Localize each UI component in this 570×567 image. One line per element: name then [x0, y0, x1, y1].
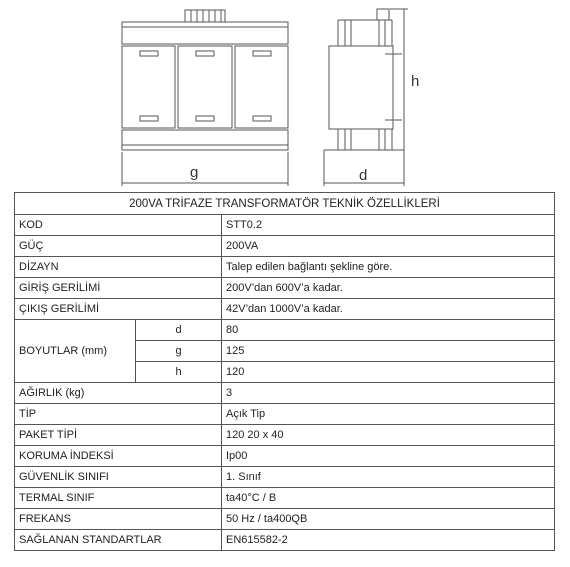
dimension-key: d	[136, 320, 222, 341]
row-label: KOD	[15, 215, 222, 236]
table-row	[15, 383, 555, 404]
spec-table	[14, 192, 555, 551]
terminal-block	[185, 10, 225, 22]
table-row	[15, 446, 555, 467]
table-title-row	[15, 193, 555, 215]
row-value: 1. Sınıf	[222, 467, 555, 488]
table-row	[15, 278, 555, 299]
table-row	[15, 320, 555, 341]
coil-left	[122, 46, 175, 128]
row-value: Ip00	[222, 446, 555, 467]
coil-middle	[178, 46, 232, 128]
side-view	[324, 9, 408, 186]
row-label: KORUMA İNDEKSİ	[15, 446, 222, 467]
top-yoke	[122, 22, 288, 44]
table-title: 200VA TRİFAZE TRANSFORMATÖR TEKNİK ÖZELLİKLERİ	[15, 193, 555, 215]
dimension-value: 120	[222, 362, 555, 383]
table-row	[15, 488, 555, 509]
row-label: GÜVENLİK SINIFI	[15, 467, 222, 488]
coil-right	[235, 46, 288, 128]
row-label: DİZAYN	[15, 257, 222, 278]
row-label: TİP	[15, 404, 222, 425]
row-label: FREKANS	[15, 509, 222, 530]
table-row	[15, 299, 555, 320]
dimension-value: 125	[222, 341, 555, 362]
row-label: PAKET TİPİ	[15, 425, 222, 446]
table-row	[15, 425, 555, 446]
transformer-drawing	[0, 0, 570, 192]
row-value: Açık Tip	[222, 404, 555, 425]
dimension-value: 80	[222, 320, 555, 341]
table-row	[15, 257, 555, 278]
row-value: 120 20 x 40	[222, 425, 555, 446]
row-label: ÇIKIŞ GERİLİMİ	[15, 299, 222, 320]
table-row	[15, 215, 555, 236]
table-row	[15, 530, 555, 551]
row-label: TERMAL SINIF	[15, 488, 222, 509]
row-value: 200VA	[222, 236, 555, 257]
dim-label-h: h	[411, 73, 420, 90]
bottom-yoke	[122, 130, 288, 150]
dimension-key: g	[136, 341, 222, 362]
dimensions-label: BOYUTLAR (mm)	[15, 320, 136, 383]
row-label: GİRİŞ GERİLİMİ	[15, 278, 222, 299]
dim-label-d: d	[359, 167, 368, 184]
row-value: 3	[222, 383, 555, 404]
row-value: STT0.2	[222, 215, 555, 236]
table-row	[15, 509, 555, 530]
dimension-key: h	[136, 362, 222, 383]
table-row	[15, 404, 555, 425]
row-value: 50 Hz / ta400QB	[222, 509, 555, 530]
table-row	[15, 236, 555, 257]
row-value: ta40°C / B	[222, 488, 555, 509]
dim-label-g: g	[190, 164, 199, 181]
row-value: 200V’dan 600V’a kadar.	[222, 278, 555, 299]
row-value: 42V’dan 1000V’a kadar.	[222, 299, 555, 320]
row-value: EN615582-2	[222, 530, 555, 551]
row-label: AĞIRLIK (kg)	[15, 383, 222, 404]
row-value: Talep edilen bağlantı şekline göre.	[222, 257, 555, 278]
table-row	[15, 467, 555, 488]
row-label: GÜÇ	[15, 236, 222, 257]
row-label: SAĞLANAN STANDARTLAR	[15, 530, 222, 551]
